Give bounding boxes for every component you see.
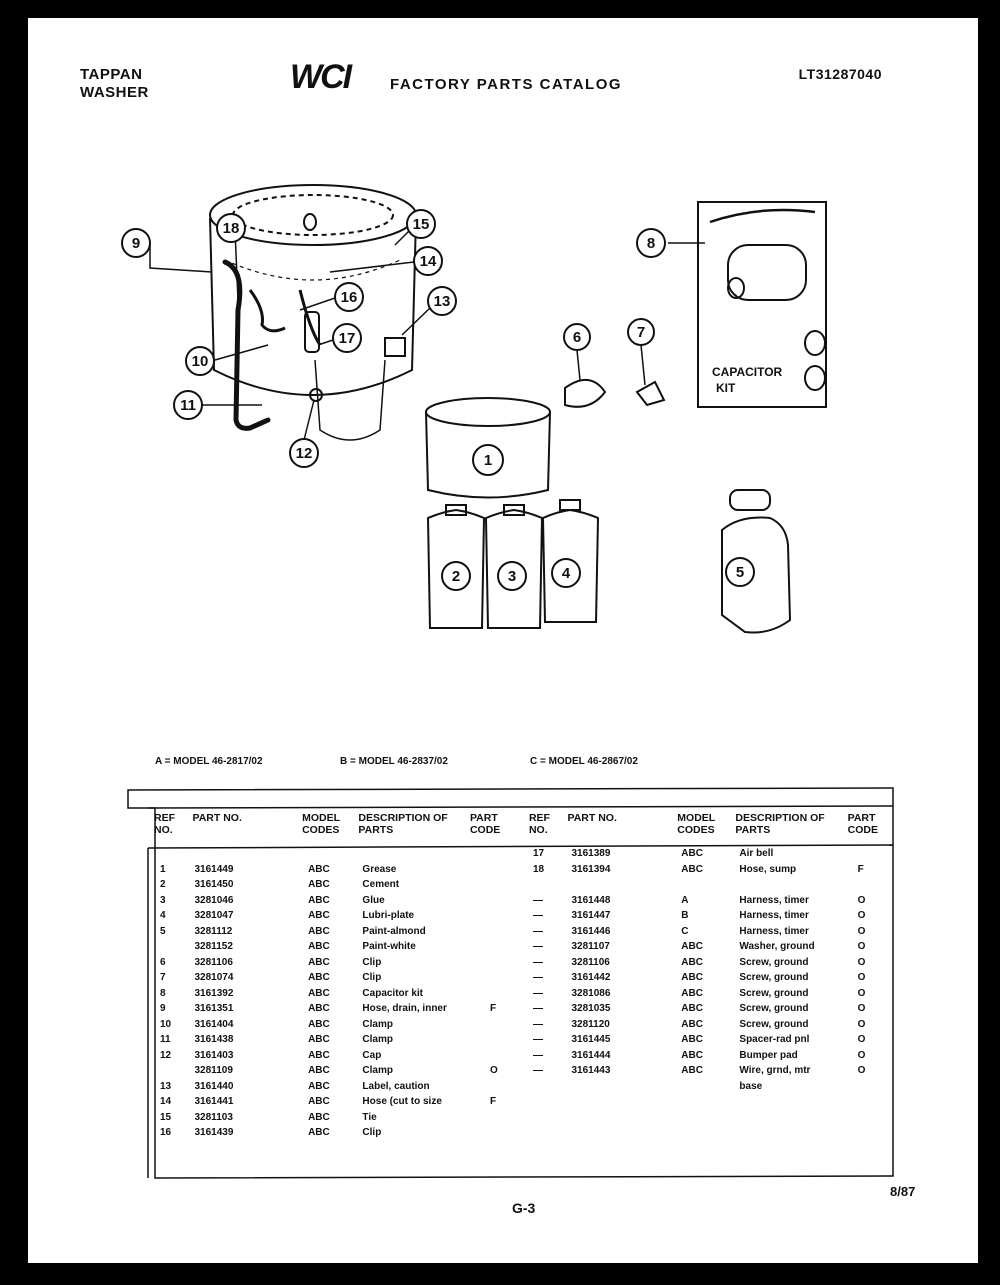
table-cell: 16 [160, 1127, 172, 1138]
table-cell: 3281106 [194, 956, 233, 968]
header-ref-no-right: REF NO. [528, 812, 550, 836]
table-cell [490, 908, 525, 924]
table-cell [681, 1079, 731, 1095]
table-cell: 17 [532, 848, 545, 859]
table-cell: 3 [160, 894, 166, 906]
brand-name: TAPPAN [80, 66, 143, 83]
left-ref-column [150, 846, 189, 1176]
table-cell: Hose, drain, inner [362, 1003, 447, 1014]
table-cell: 3161351 [194, 1003, 234, 1014]
table-cell: O [857, 1049, 866, 1061]
table-cell: 3281086 [571, 987, 611, 999]
right-code-column [844, 846, 893, 1176]
table-cell: Screw, ground [739, 956, 809, 968]
table-cell: — [532, 1018, 543, 1030]
svg-text:5: 5 [735, 564, 745, 581]
table-cell: — [532, 910, 543, 921]
table-cell: 3161443 [571, 1065, 611, 1076]
table-cell: O [857, 925, 866, 937]
table-cell: 3161444 [571, 1049, 611, 1061]
table-cell: O [857, 1003, 866, 1014]
table-cell: 15 [160, 1111, 172, 1123]
table-cell: ABC [308, 910, 330, 921]
table-cell: — [532, 1003, 543, 1014]
table-cell: F [489, 1096, 497, 1107]
table-cell: Harness, timer [739, 910, 809, 921]
table-cell: ABC [308, 1127, 330, 1138]
table-cell: ABC [308, 972, 330, 983]
table-cell: O [857, 987, 866, 999]
table-cell: O [857, 1018, 866, 1030]
table-cell: O [857, 910, 866, 921]
table-cell [490, 1048, 525, 1064]
table-cell [490, 846, 525, 862]
table-cell [490, 1032, 525, 1048]
table-cell: ABC [681, 972, 703, 983]
table-cell: ABC [308, 1049, 330, 1061]
svg-text:18: 18 [222, 220, 240, 237]
table-cell: Clip [362, 1127, 382, 1138]
table-cell: Screw, ground [739, 1018, 809, 1030]
table-cell: O [857, 1034, 866, 1045]
header-description: DESCRIPTION OF PARTS [358, 812, 448, 836]
table-cell: 9 [160, 1003, 166, 1014]
header-part-no: PART NO. [192, 812, 242, 824]
table-cell: 3161389 [571, 848, 611, 859]
table-cell: Screw, ground [739, 1003, 809, 1014]
table-cell: base [739, 1080, 763, 1092]
table-cell: ABC [681, 956, 703, 968]
right-ref-column [525, 846, 564, 1176]
svg-text:6: 6 [572, 329, 582, 346]
wci-logo: WCI [290, 58, 351, 96]
table-cell [490, 939, 525, 955]
table-cell: O [857, 972, 866, 983]
table-cell: — [532, 987, 543, 999]
header-description-right: DESCRIPTION OF PARTS [735, 812, 825, 836]
table-cell: Cement [362, 879, 400, 890]
table-cell: ABC [681, 987, 703, 999]
table-cell: 11 [160, 1034, 171, 1045]
table-cell: 3161439 [194, 1127, 234, 1138]
table-cell: O [857, 1065, 866, 1076]
table-cell: Air bell [739, 848, 774, 859]
left-code-column [466, 846, 525, 1176]
table-cell: Clip [362, 972, 382, 983]
svg-text:17: 17 [338, 330, 356, 347]
table-cell: ABC [308, 879, 330, 890]
table-cell: F [489, 1003, 497, 1014]
table-cell [533, 877, 564, 893]
svg-text:14: 14 [419, 253, 437, 270]
table-cell: 14 [160, 1096, 172, 1107]
table-cell: ABC [308, 1003, 330, 1014]
table-cell: ABC [681, 1065, 703, 1076]
svg-text:10: 10 [191, 353, 209, 370]
table-cell [681, 877, 731, 893]
table-cell: ABC [308, 1018, 330, 1030]
table-cell: Clamp [362, 1018, 393, 1030]
model-a-legend: A = MODEL 46-2817/02 [155, 756, 263, 767]
table-cell: 3161445 [571, 1034, 611, 1045]
table-cell: 3281112 [194, 925, 233, 937]
table-cell: ABC [308, 1080, 330, 1092]
table-cell [490, 862, 525, 878]
table-cell: — [532, 972, 543, 983]
parts-table [150, 808, 893, 1176]
table-cell [571, 1079, 673, 1095]
svg-text:11: 11 [180, 397, 196, 414]
table-cell: O [857, 941, 866, 952]
left-desc-column [354, 846, 466, 1176]
table-cell: 18 [532, 863, 545, 875]
table-cell: 2 [160, 879, 166, 890]
header-model-codes-right: MODEL CODES [677, 812, 716, 836]
header-part-code-right: PART CODE [847, 812, 878, 836]
table-cell [490, 1017, 525, 1033]
table-cell: 10 [160, 1018, 172, 1030]
table-cell: O [489, 1065, 498, 1076]
table-cell: ABC [681, 1034, 703, 1045]
table-cell: Screw, ground [739, 972, 809, 983]
product-type: WASHER [80, 84, 149, 101]
table-cell: ABC [308, 1065, 330, 1076]
table-cell: 3161441 [194, 1096, 234, 1107]
table-cell [490, 1125, 525, 1141]
table-cell: Paint-almond [362, 925, 426, 937]
table-cell: Paint-white [362, 941, 416, 952]
right-part-column [563, 846, 673, 1176]
table-cell: Cap [362, 1049, 382, 1061]
table-cell: — [532, 925, 543, 937]
table-cell: O [857, 956, 866, 968]
table-cell: Bumper pad [739, 1049, 798, 1061]
table-cell: Glue [362, 894, 385, 906]
table-cell: 13 [160, 1080, 172, 1092]
table-cell [739, 877, 843, 893]
table-cell: ABC [308, 1111, 330, 1123]
table-cell: B [681, 910, 689, 921]
model-b-legend: B = MODEL 46-2837/02 [340, 756, 448, 767]
table-cell: — [532, 941, 543, 952]
table-cell: Spacer-rad pnl [739, 1034, 810, 1045]
table-cell: 6 [160, 956, 166, 968]
svg-text:1: 1 [483, 452, 493, 469]
table-cell: 3281152 [194, 941, 233, 952]
table-cell: 3161438 [194, 1034, 234, 1045]
svg-text:2: 2 [451, 568, 461, 585]
table-cell: Hose, sump [739, 863, 797, 875]
table-cell: 3281074 [194, 972, 234, 983]
table-cell: 3161394 [571, 863, 611, 875]
table-cell: ABC [681, 848, 703, 859]
table-cell [571, 877, 673, 893]
table-cell [490, 986, 525, 1002]
table-cell: ABC [681, 1003, 703, 1014]
table-cell: 3161448 [571, 894, 611, 906]
left-part-column [189, 846, 299, 1176]
table-cell [858, 846, 893, 862]
table-cell: — [532, 894, 543, 906]
svg-text:13: 13 [433, 293, 451, 310]
table-cell [490, 893, 525, 909]
table-cell: F [857, 863, 864, 875]
table-cell: ABC [308, 1034, 330, 1045]
table-cell [490, 1110, 525, 1126]
table-cell: Grease [362, 863, 397, 875]
table-cell: Harness, timer [739, 894, 809, 906]
table-cell: ABC [308, 925, 330, 937]
table-cell [308, 846, 354, 862]
table-cell: 3281109 [194, 1065, 233, 1076]
table-cell: ABC [308, 1096, 330, 1107]
table-cell: 3161392 [194, 987, 234, 999]
table-cell: 5 [160, 925, 166, 937]
table-cell: 3281106 [571, 956, 610, 968]
table-cell: 3281035 [571, 1003, 611, 1014]
table-cell: Hose (cut to size [362, 1096, 442, 1107]
table-cell: 7 [160, 972, 166, 983]
right-desc-column [731, 846, 843, 1176]
left-model-column [298, 846, 354, 1176]
table-cell [490, 1079, 525, 1095]
table-cell: ABC [308, 894, 330, 906]
catalog-date: 8/87 [890, 1184, 916, 1199]
table-cell: Capacitor kit [362, 987, 423, 999]
header-part-code: PART CODE [469, 812, 501, 836]
svg-text:3: 3 [507, 568, 517, 585]
table-cell [362, 846, 466, 862]
svg-text:8: 8 [646, 235, 656, 252]
table-cell: — [532, 1049, 543, 1061]
svg-text:4: 4 [561, 565, 571, 582]
capacitor-kit-label-kit: KIT [716, 381, 736, 395]
header-model-codes: MODEL CODES [302, 812, 340, 836]
table-cell [490, 955, 525, 971]
table-cell: Tie [362, 1111, 377, 1123]
table-cell: Clamp [362, 1065, 393, 1076]
table-cell: 3161449 [194, 863, 234, 875]
page-number: G-3 [512, 1200, 536, 1216]
table-cell: — [532, 1065, 543, 1076]
table-cell [858, 1079, 893, 1095]
table-cell: 3161440 [194, 1080, 234, 1092]
table-cell: ABC [308, 956, 330, 968]
header-part-no-right: PART NO. [567, 812, 617, 824]
svg-text:12: 12 [295, 445, 313, 462]
table-cell [490, 877, 525, 893]
table-cell: 3161450 [194, 879, 234, 890]
table-cell: ABC [308, 941, 330, 952]
table-cell [858, 877, 893, 893]
table-cell: 8 [160, 987, 166, 999]
svg-text:15: 15 [412, 216, 430, 233]
table-cell: Harness, timer [739, 925, 809, 937]
table-cell: 3281120 [571, 1018, 610, 1030]
table-cell: 3281103 [194, 1111, 233, 1123]
table-cell [160, 846, 189, 862]
table-cell: 4 [160, 910, 166, 921]
table-cell: Screw, ground [739, 987, 809, 999]
table-cell: Lubri-plate [362, 910, 415, 921]
table-cell: 3161404 [194, 1018, 234, 1030]
table-cell [195, 846, 299, 862]
table-cell: O [857, 894, 866, 906]
header-ref-no: REF NO. [154, 812, 175, 836]
table-cell: 3281107 [571, 941, 610, 952]
right-model-column [673, 846, 731, 1176]
table-cell: 3281047 [194, 910, 234, 921]
table-cell: 3161442 [571, 972, 611, 983]
model-c-legend: C = MODEL 46-2867/02 [530, 756, 638, 767]
table-cell: 3161447 [571, 910, 611, 921]
table-cell: 3281046 [194, 894, 234, 906]
table-cell [160, 1063, 189, 1079]
svg-text:9: 9 [131, 235, 141, 252]
table-cell: Wire, grnd, mtr [739, 1065, 811, 1076]
table-cell: Washer, ground [739, 941, 815, 952]
capacitor-kit-label: CAPACITOR [712, 365, 783, 379]
table-cell [160, 939, 189, 955]
table-cell: 3161403 [194, 1049, 234, 1061]
table-cell: 12 [160, 1049, 172, 1061]
table-cell: 1 [160, 863, 166, 875]
table-cell [490, 970, 525, 986]
table-cell: Clamp [362, 1034, 393, 1045]
table-cell: ABC [308, 863, 330, 875]
table-cell: C [681, 925, 689, 937]
svg-text:7: 7 [636, 324, 646, 341]
svg-text:16: 16 [340, 289, 358, 306]
table-cell: Clip [362, 956, 382, 968]
table-cell [490, 924, 525, 940]
table-cell: ABC [681, 1049, 703, 1061]
table-cell: — [532, 956, 543, 968]
table-cell: ABC [681, 863, 703, 875]
table-cell: Label, caution [362, 1080, 430, 1092]
table-cell: ABC [681, 941, 703, 952]
catalog-number: LT31287040 [798, 66, 882, 82]
table-cell: — [532, 1034, 543, 1045]
table-cell: A [681, 894, 689, 906]
catalog-title: FACTORY PARTS CATALOG [390, 76, 623, 93]
table-cell: ABC [308, 987, 330, 999]
table-cell: ABC [681, 1018, 703, 1030]
table-cell: 3161446 [571, 925, 611, 937]
table-cell [533, 1079, 564, 1095]
